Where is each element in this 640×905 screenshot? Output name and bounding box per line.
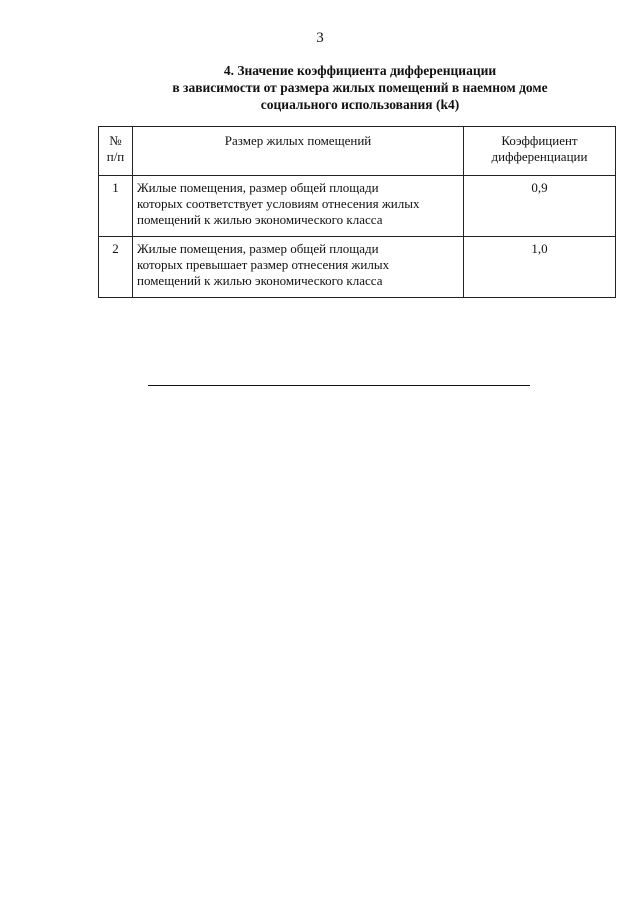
- header-coefficient: [464, 127, 616, 176]
- row-coefficient: 1,0: [464, 237, 616, 298]
- heading-line-2: в зависимости от размера жилых помещений в наемном доме: [172, 80, 548, 95]
- row-number: 1: [99, 176, 133, 237]
- row-description-line-2: которых соответствует условиям отнесения жилых: [137, 196, 420, 211]
- heading-line-3: социального использования (k4): [260, 97, 460, 112]
- header-number: [99, 127, 133, 176]
- page-number: 3: [316, 30, 324, 46]
- table-header-row: [99, 127, 616, 176]
- header-coefficient-line-1: Коэффициент: [501, 133, 578, 148]
- section-heading: [150, 62, 570, 113]
- row-description-line-3: помещений к жилью экономического класса: [137, 212, 383, 227]
- row-description: [133, 237, 464, 298]
- row-coefficient: 0,9: [464, 176, 616, 237]
- row-description-line-2: которых превышает размер отнесения жилых: [137, 257, 390, 272]
- table-row: [99, 237, 616, 298]
- row-description: [133, 176, 464, 237]
- header-number-symbol: №: [109, 133, 122, 148]
- row-number: 2: [99, 237, 133, 298]
- row-description-line-3: помещений к жилью экономического класса: [137, 273, 383, 288]
- coefficient-table: [98, 126, 616, 298]
- row-description-line-1: Жилые помещения, размер общей площади: [137, 180, 379, 195]
- header-size: Размер жилых помещений: [133, 127, 464, 176]
- heading-line-1: 4. Значение коэффициента дифференциации: [223, 63, 497, 78]
- table-row: [99, 176, 616, 237]
- header-number-abbr: п/п: [106, 149, 125, 164]
- row-description-line-1: Жилые помещения, размер общей площади: [137, 241, 379, 256]
- header-coefficient-line-2: дифференциации: [491, 149, 588, 164]
- closing-rule: [148, 385, 530, 386]
